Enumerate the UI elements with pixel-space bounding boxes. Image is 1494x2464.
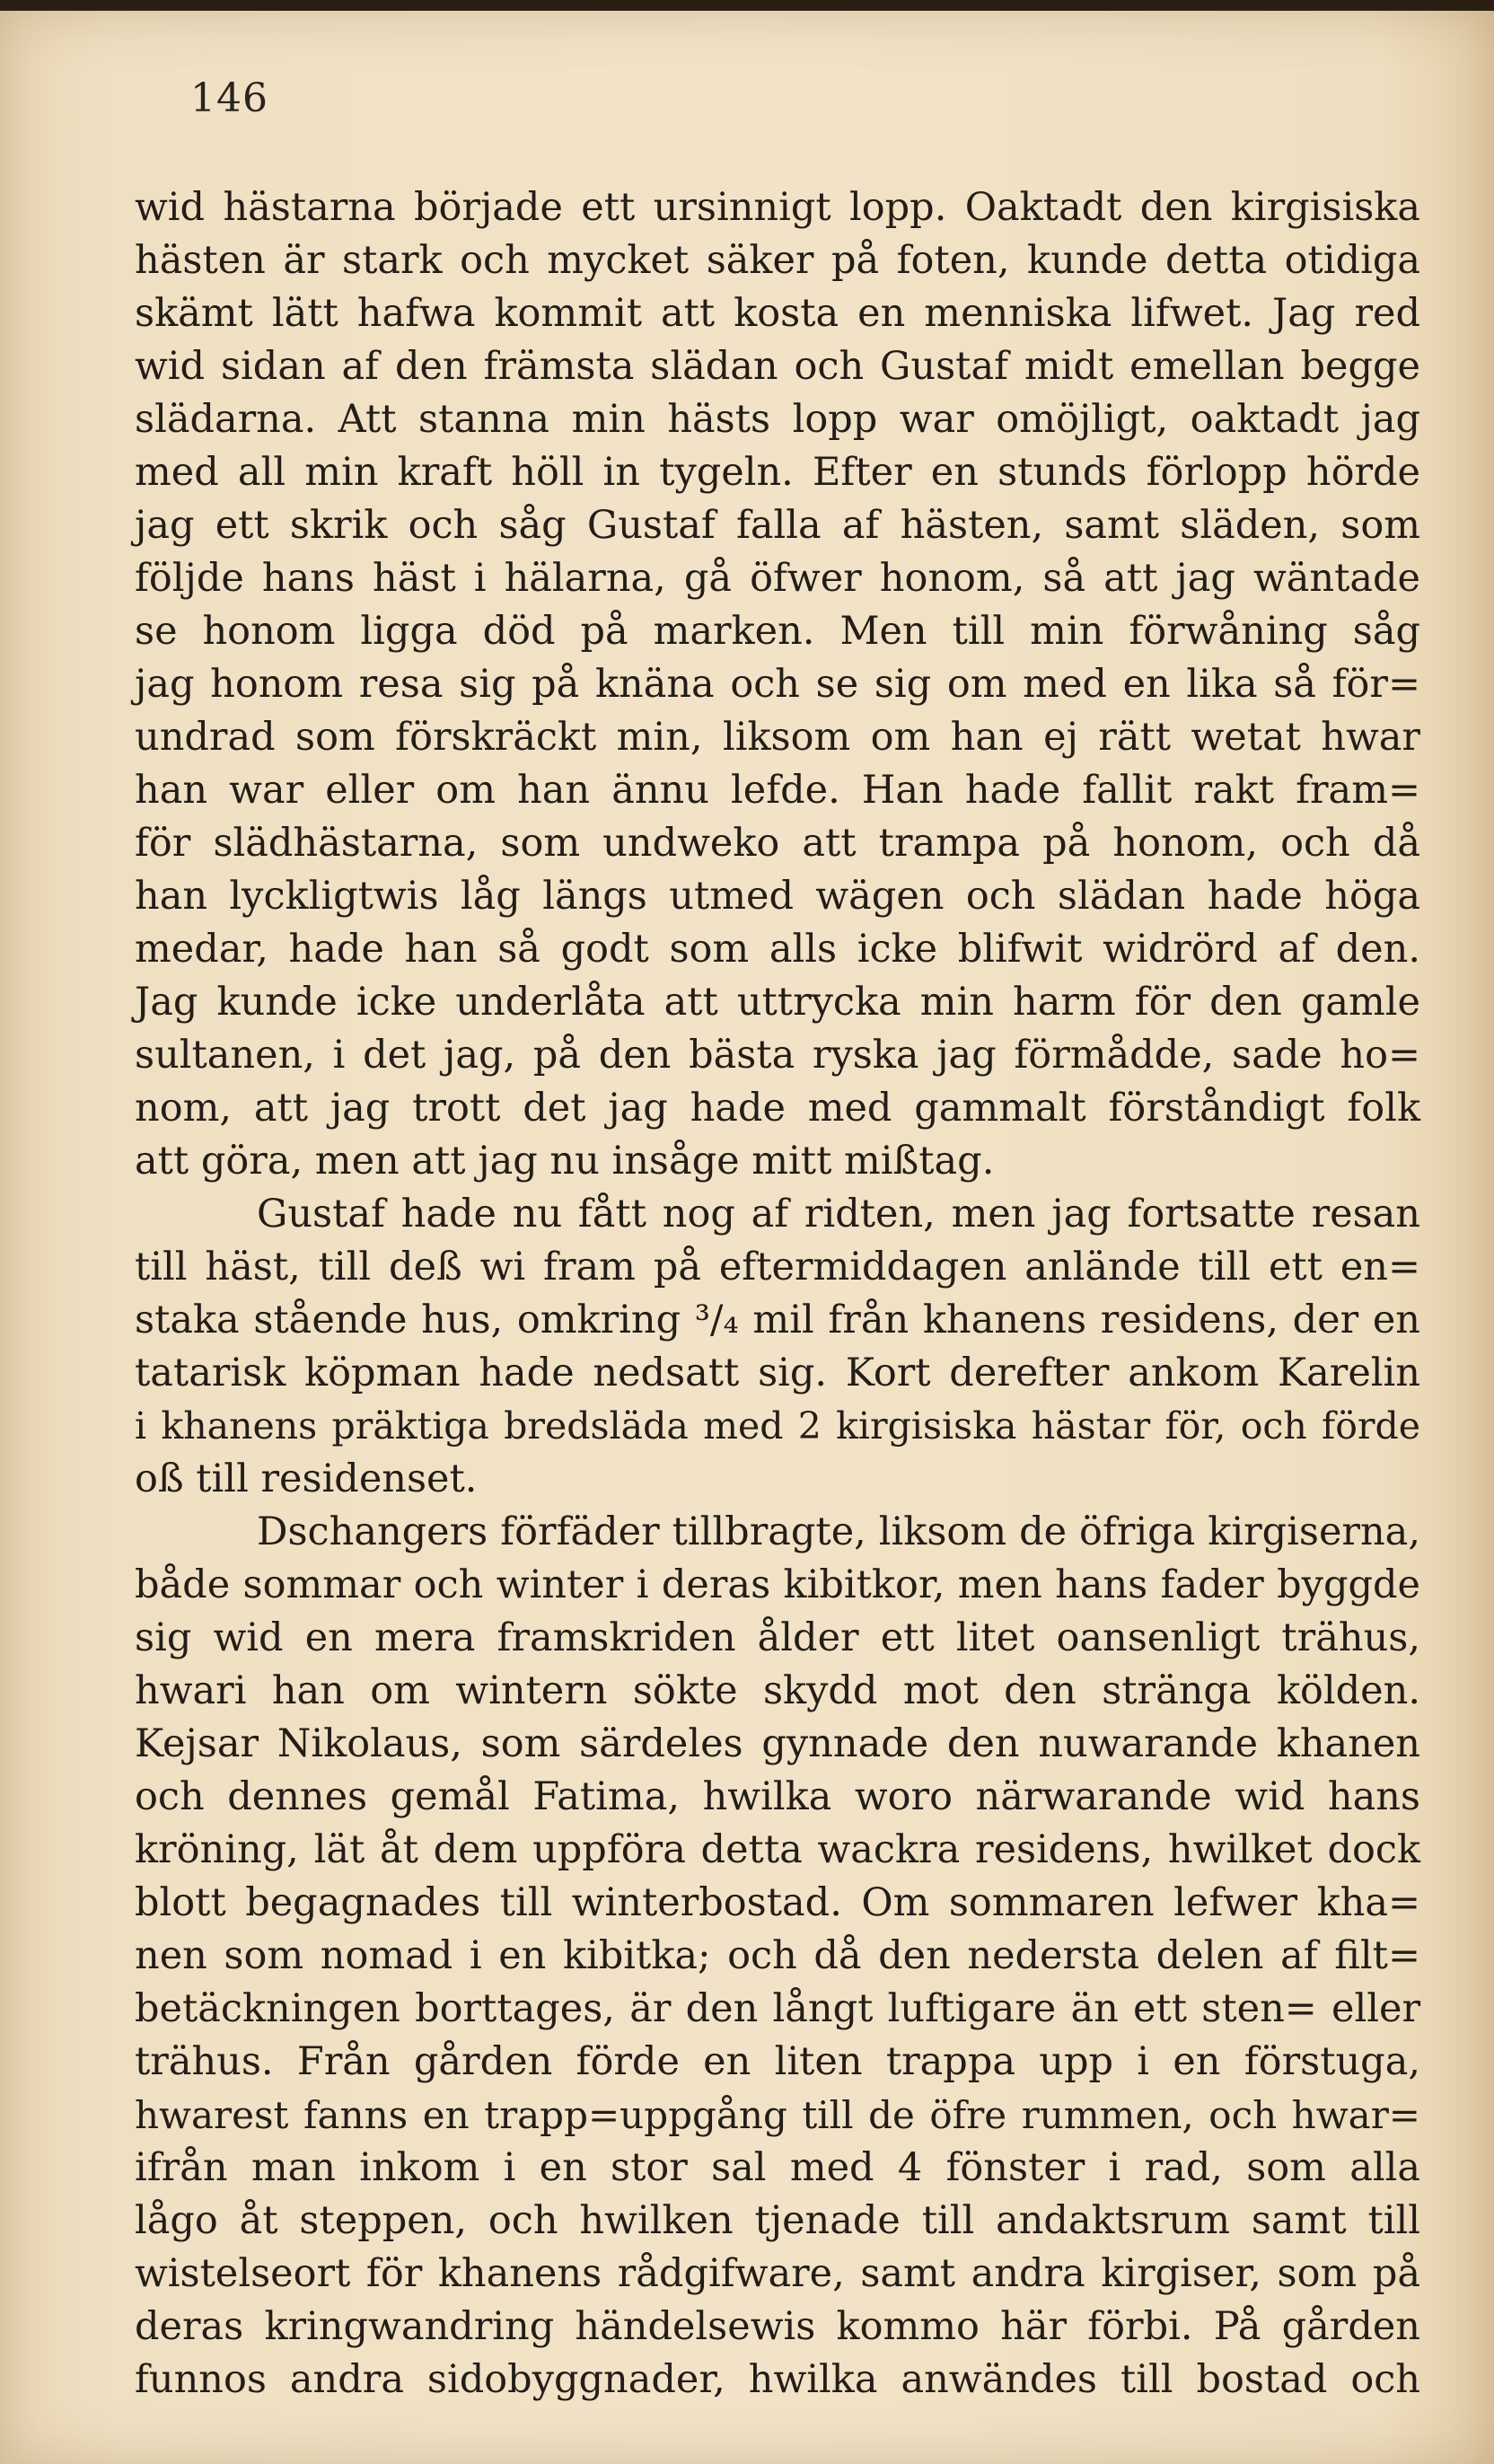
text-line: både sommar och winter i deras kibitkor, men hans fader byggde [135, 1562, 1420, 1607]
text-line: för slädhästarna, som undweko att trampa på honom, och då [135, 821, 1420, 866]
text-line: till häst, till deß wi fram på eftermiddagen anlände till ett en= [135, 1245, 1420, 1289]
text-line: staka stående hus, omkring ³/₄ mil från khanens residens, der en [135, 1298, 1420, 1342]
text-line: hästen är stark och mycket säker på foten, kunde detta otidiga [135, 238, 1420, 283]
text-line: Gustaf hade nu fått nog af ridten, men jag fortsatte resan [257, 1192, 1420, 1236]
text-line: wid sidan af den främsta slädan och Gustaf midt emellan begge [135, 344, 1420, 389]
text-line: blott begagnades till winterbostad. Om sommaren lefwer kha= [135, 1880, 1420, 1925]
text-line: i khanens präktiga bredsläda med 2 kirgisiska hästar för, och förde [135, 1404, 1420, 1448]
text-line: han lyckligtwis låg längs utmed wägen och slädan hade höga [135, 874, 1420, 919]
text-line: sultanen, i det jag, på den bästa ryska jag förmådde, sade ho= [135, 1033, 1420, 1078]
text-line: nen som nomad i en kibitka; och då den nedersta delen af filt= [135, 1933, 1420, 1978]
text-line: se honom ligga död på marken. Men till min förwåning såg [135, 609, 1420, 654]
text-line: ifrån man inkom i en stor sal med 4 fönster i rad, som alla [135, 2145, 1420, 2190]
text-line: betäckningen borttages, är den långt luftigare än ett sten= eller [135, 1986, 1420, 2031]
text-line: Dschangers förfäder tillbragte, liksom de öfriga kirgiserna, [257, 1509, 1420, 1554]
text-line: sig wid en mera framskriden ålder ett litet oansenligt trähus, [135, 1615, 1420, 1660]
text-line: medar, hade han så godt som alls icke blifwit widrörd af den. [135, 927, 1420, 972]
page-number: 146 [190, 75, 268, 121]
text-line: tatarisk köpman hade nedsatt sig. Kort derefter ankom Karelin [135, 1351, 1420, 1395]
text-line: Jag kunde icke underlåta att uttrycka min harm för den gamle [135, 980, 1420, 1025]
text-line: jag ett skrik och såg Gustaf falla af hästen, samt släden, som [135, 503, 1420, 548]
text-line: oß till residenset. [135, 1456, 478, 1501]
text-line: nom, att jag trott det jag hade med gammalt förståndigt folk [135, 1086, 1420, 1131]
text-line: kröning, lät åt dem uppföra detta wackra residens, hwilket dock [135, 1827, 1420, 1872]
text-line: undrad som förskräckt min, liksom om han ej rätt wetat hwar [135, 715, 1420, 760]
text-line: slädarna. Att stanna min hästs lopp war omöjligt, oaktadt jag [135, 397, 1420, 442]
text-line: wistelseort för khanens rådgifware, samt andra kirgiser, som på [135, 2251, 1420, 2296]
text-line: hwari han om wintern sökte skydd mot den stränga kölden. [135, 1668, 1420, 1713]
text-line: hwarest fanns en trapp=uppgång till de öfre rummen, och hwar= [135, 2093, 1420, 2137]
text-line: lågo åt steppen, och hwilken tjenade till andaktsrum samt till [135, 2198, 1420, 2243]
text-line: Kejsar Nikolaus, som särdeles gynnade den nuwarande khanen [135, 1721, 1420, 1766]
text-line: funnos andra sidobyggnader, hwilka anwändes till bostad och [135, 2357, 1420, 2402]
text-line: med all min kraft höll in tygeln. Efter en stunds förlopp hörde [135, 450, 1420, 495]
body-text [135, 181, 1420, 2407]
book-edge [0, 0, 1494, 11]
text-line: jag honom resa sig på knäna och se sig om med en lika så för= [135, 662, 1420, 707]
book-page [0, 11, 1494, 2464]
text-line: wid hästarna började ett ursinnigt lopp. Oaktadt den kirgisiska [135, 185, 1420, 230]
text-line: och dennes gemål Fatima, hwilka woro närwarande wid hans [135, 1774, 1420, 1819]
text-line: deras kringwandring händelsewis kommo här förbi. På gården [135, 2304, 1420, 2349]
text-line: trähus. Från gården förde en liten trappa upp i en förstuga, [135, 2039, 1420, 2084]
text-line: han war eller om han ännu lefde. Han hade fallit rakt fram= [135, 768, 1420, 813]
text-line: följde hans häst i hälarna, gå öfwer honom, så att jag wäntade [135, 556, 1420, 601]
text-line: skämt lätt hafwa kommit att kosta en menniska lifwet. Jag red [135, 291, 1420, 336]
text-line: att göra, men att jag nu insåge mitt mißtag. [135, 1139, 995, 1184]
